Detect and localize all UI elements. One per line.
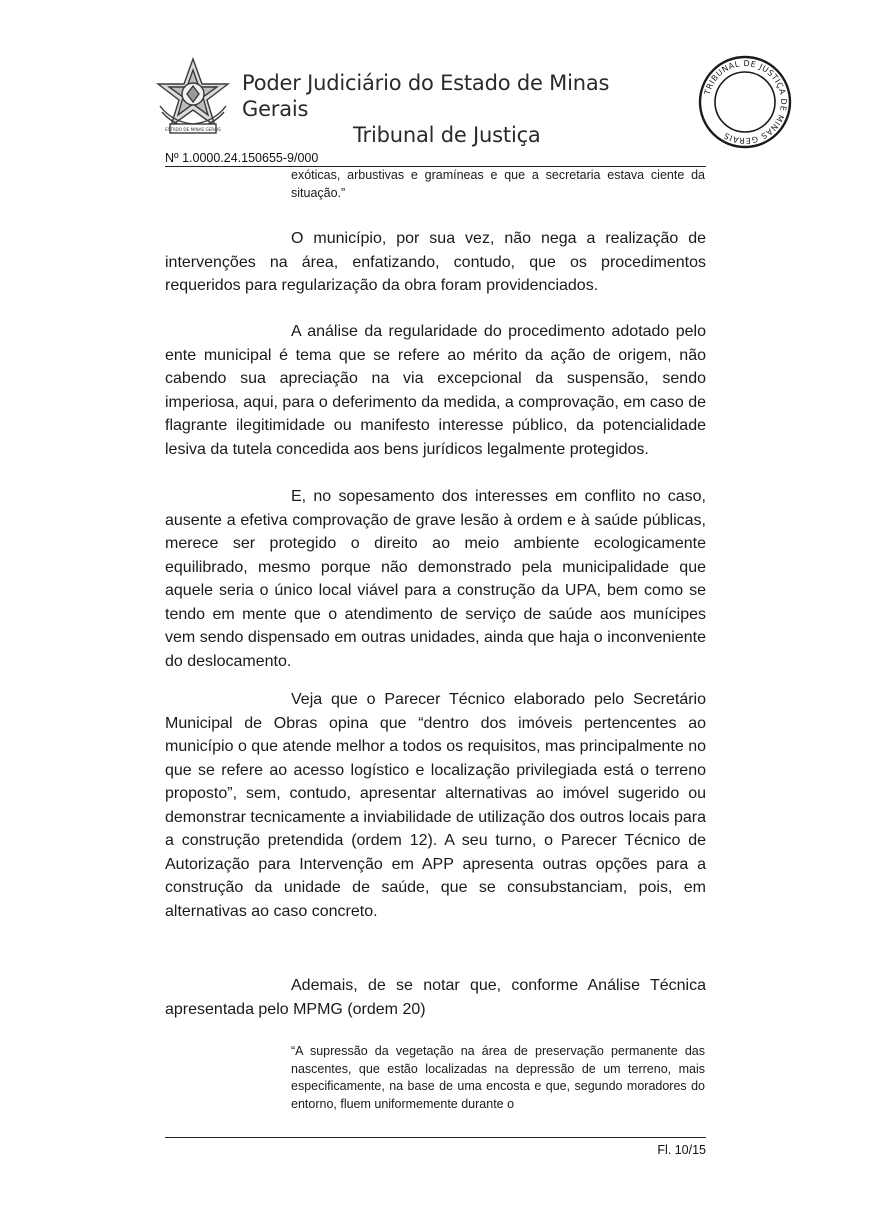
court-header-title (242, 70, 662, 148)
page-folio: Fl. 10/15 (657, 1143, 706, 1157)
paragraph-4: Veja que o Parecer Técnico elaborado pelo Secretário Municipal de Obras opina que “dentro dos imóveis pertencentes ao município o que atende melhor a todos os requisitos, mas principalmente no que se refere ao acesso logístico e localização privilegiada está o terreno proposto”, sem, contudo, apresentar alternativas ao imóvel sugerido ou demonstrar tecnicamente a inviabilidade de utilização dos outros locais para a construção pretendida (ordem 12). A seu turno, o Parecer Técnico de Autorização para Intervenção em APP apresenta outras opções para a construção da unidade de saúde, que se consubstanciam, pois, em alternativas ao caso concreto. (165, 691, 706, 920)
paragraph-3: E, no sopesamento dos interesses em conflito no caso, ausente a efetiva comprovação de grave lesão à ordem e à saúde públicas, merece ser protegido o direito ao meio ambiente ecologicamente equilibrado, mesmo porque não demonstrado pela municipalidade que aquele seria o único local viável para a construção da UPA, bem como se tendo em mente que o atendimento de serviço de saúde aos munícipes vem sendo dispensado em outras unidades, ainda que haja o inconveniente do deslocamento. (165, 488, 706, 670)
quote-continuation: exóticas, arbustivas e gramíneas e que a secretaria estava ciente da situação.” (291, 168, 705, 200)
footer-divider (165, 1137, 706, 1138)
court-seal-icon (698, 55, 792, 149)
coat-of-arms-icon (152, 56, 234, 136)
seal-text: TRIBUNAL DE JUSTIÇA DE MINAS GERAIS (702, 58, 789, 146)
quote-mpmg-analysis: “A supressão da vegetação na área de preservação permanente das nascentes, que estão localizadas na depressão de um terreno, mais especificamente, na base de uma encosta e que, segundo moradores do entorno, fluem uniformemente durante o (291, 1044, 705, 1111)
paragraph-1: O município, por sua vez, não nega a realização de intervenções na área, enfatizando, contudo, que os procedimentos requeridos para regularização da obra foram providenciados. (165, 230, 706, 294)
header-line-2: Tribunal de Justiça (353, 123, 541, 147)
crest-text: ESTADO DE MINAS GERAIS (165, 127, 221, 132)
paragraph-2: A análise da regularidade do procedimento adotado pelo ente municipal é tema que se refere ao mérito da ação de origem, não cabendo sua apreciação na via excepcional da suspensão, sendo imperiosa, aqui, para o deferimento da medida, a comprovação, em caso de flagrante ilegitimidade ou manifesto interesse público, da potencialidade lesiva da tutela concedida aos bens jurídicos legalmente protegidos. (165, 323, 706, 458)
process-number: Nº 1.0000.24.150655-9/000 (165, 151, 319, 165)
paragraph-5: Ademais, de se notar que, conforme Análise Técnica apresentada pelo MPMG (ordem 20) (165, 977, 706, 1018)
header-line-1: Poder Judiciário do Estado de Minas Gerais (242, 71, 610, 121)
